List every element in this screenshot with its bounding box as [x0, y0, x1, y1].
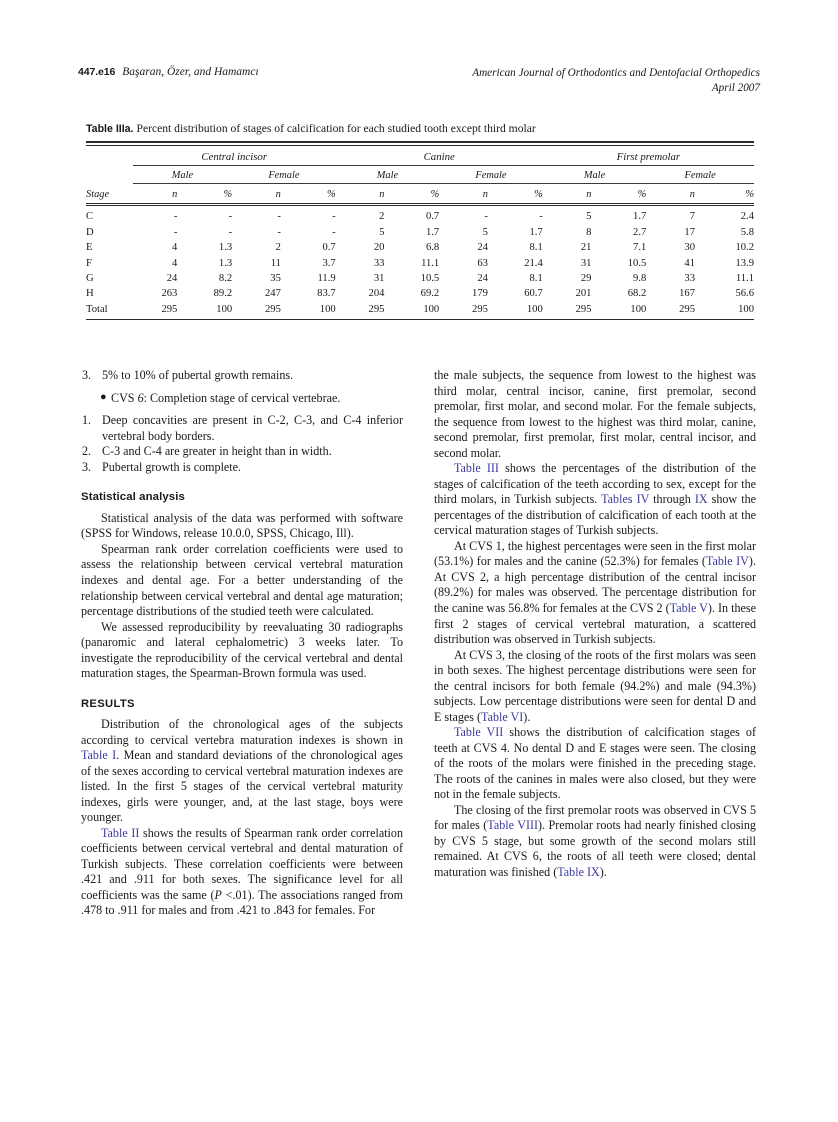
cell-percent: - [332, 226, 336, 238]
link-table-vii[interactable]: Table VII [454, 725, 504, 740]
bullet-dot-icon: ● [100, 390, 107, 403]
cell-n: 33 [373, 257, 385, 269]
column-header-pct-6: % [745, 189, 754, 201]
cvs3-text-b: ). [523, 709, 531, 724]
cell-n: 35 [270, 272, 281, 284]
cell-percent: 2.7 [633, 226, 647, 238]
table-bottom-rule [86, 319, 754, 320]
link-table-i[interactable]: Table I [81, 748, 117, 763]
paragraph-table-three [434, 461, 756, 539]
cell-n: 295 [264, 303, 281, 315]
column-header-pct-2: % [327, 189, 336, 201]
table-group-header-row [86, 146, 754, 166]
cell-percent: - [228, 226, 233, 238]
group-header-first-premolar: First premolar [543, 146, 754, 166]
column-header-pct-1: % [223, 189, 233, 201]
cell-percent: 10.5 [627, 257, 647, 269]
subgroup-fp-female: Female [646, 166, 754, 184]
cell-percent: - [228, 211, 233, 223]
cell-stage: H [86, 288, 94, 300]
cell-percent: 21.4 [524, 257, 543, 269]
running-head [78, 66, 760, 97]
subgroup-ci-female: Female [232, 166, 336, 184]
cell-n: 8 [586, 226, 592, 238]
cell-n: 4 [172, 257, 178, 269]
cell-percent: 100 [630, 303, 647, 315]
cell-n: 295 [575, 303, 592, 315]
cell-percent: 100 [216, 303, 233, 315]
cell-n: 179 [472, 288, 488, 300]
column-header-n-1: n [172, 189, 178, 201]
running-head-right [472, 66, 760, 97]
link-table-v[interactable]: Table V [669, 600, 708, 615]
link-table-viii[interactable]: Table VIII [487, 818, 539, 833]
table-column-header-row [86, 184, 754, 204]
table-label: Table IIIa. [86, 123, 134, 135]
paragraph-results-distribution [81, 717, 403, 826]
cell-percent: 100 [423, 303, 440, 315]
column-header-pct-5: % [637, 189, 647, 201]
cell-percent: 0.7 [322, 242, 336, 254]
list-marker: 3. [82, 459, 92, 474]
cell-n: 295 [161, 303, 178, 315]
cell-percent: 11.1 [421, 257, 440, 269]
cell-n: 5 [482, 226, 488, 238]
cell-percent: 8.2 [218, 272, 233, 284]
calcification-table [86, 141, 754, 319]
list-item-cvs6-3 [81, 460, 403, 476]
cell-stage: C [86, 211, 94, 223]
tbl4-text: show the percentages of the distribution of calcification of each tooth at the cervical maturation stages of Turkish subjects. [434, 492, 756, 538]
cell-percent: 8.1 [529, 242, 543, 254]
list-item-cvs6-1 [81, 413, 403, 444]
column-header-n-3: n [379, 189, 385, 201]
list-text: 5% to 10% of pubertal growth remains. [102, 368, 294, 382]
cvs1-text-b: ). At CVS 2, a high percentage distribution of the central incisor (89.2%) for males was observed. The percentage distribution for the canine was 56.8% for females at the CVS 2 ( [434, 554, 756, 615]
cell-n: 4 [172, 242, 178, 254]
table-block [86, 122, 754, 320]
column-header-n-2: n [275, 189, 281, 201]
list-item-cvs5-3 [81, 368, 403, 384]
cvs6-bullet [81, 391, 403, 407]
column-header-n-4: n [482, 189, 488, 201]
correlation-text-a: shows the results of Spearman rank order correlation coefficients between cervical vertebral and dental maturation of Turkish subjects. These correlation coefficients were between .421 and .911 for both sexes. The significance level for all coefficients was the same ( [81, 825, 403, 902]
cell-n: - [173, 211, 178, 223]
cell-n: - [173, 226, 178, 238]
list-text: Deep concavities are present in C-2, C-3, and C-4 inferior vertebral body borders. [102, 413, 403, 443]
column-header-pct-3: % [430, 189, 440, 201]
heading-statistical-analysis: Statistical analysis [81, 491, 185, 504]
paragraph-cvs5-cvs6 [434, 803, 756, 881]
issue-date: April 2007 [711, 82, 760, 95]
paragraph-reproducibility: We assessed reproducibility by reevaluating 30 radiographs (panaromic and lateral cephalometric) 3 weeks later. To investigate the reproducibility of the cervical vertebral and dental maturation stages, the Spearman-Brown formula was used. [81, 619, 403, 681]
column-header-n-5: n [586, 189, 592, 201]
subgroup-can-female: Female [439, 166, 543, 184]
link-table-iii[interactable]: Table III [454, 461, 499, 476]
table-row [86, 302, 754, 320]
running-head-left [78, 66, 259, 78]
paragraph-spss: Statistical analysis of the data was performed with software (SPSS for Windows, release 10.0.0, SPSS, Chicago, Ill). [81, 510, 403, 541]
cell-stage: Total [86, 303, 108, 315]
running-head-authors: Başaran, Özer, and Hamamcı [122, 66, 259, 78]
cell-stage: E [86, 242, 93, 254]
tbl3-text: shows the percentages of the distribution of the stages of calcification of the teeth according to sex, except for the third molars, in Turkish subjects. [434, 461, 756, 507]
cell-percent: 100 [738, 303, 754, 315]
cell-n: 29 [580, 272, 592, 284]
cell-n: 31 [373, 272, 385, 284]
table-row [86, 286, 754, 301]
cvs5-text-a: The closing of the first premolar roots was observed in CVS 5 for males ( [434, 802, 756, 833]
link-table-iv[interactable]: Table IV [705, 554, 749, 569]
table-row [86, 206, 754, 225]
cell-percent: 1.7 [529, 226, 543, 238]
cell-percent: 10.5 [420, 272, 440, 284]
through-text: through [649, 492, 695, 507]
cvs6-criteria-list [81, 413, 403, 475]
cvs1-text-a: At CVS 1, the highest percentages were seen in the first molar (53.1%) for males and the canine (52.3%) for females ( [434, 538, 756, 569]
column-header-stage: Stage [86, 189, 110, 201]
cell-percent: 100 [526, 303, 543, 315]
link-tables-iv[interactable]: Tables IV [601, 492, 650, 507]
p-value-symbol: P [214, 887, 222, 902]
paragraph-cvs4 [434, 725, 756, 803]
cell-percent: 56.6 [735, 288, 754, 300]
cell-percent: - [539, 211, 543, 223]
cell-n: 2 [379, 211, 385, 223]
list-item-cvs6-2 [81, 444, 403, 460]
cell-percent: - [332, 211, 336, 223]
table-caption [86, 122, 754, 136]
group-header-canine: Canine [336, 146, 543, 166]
cell-stage: G [86, 272, 94, 284]
cell-n: 11 [270, 257, 281, 269]
table-row [86, 225, 754, 240]
body-column-left [81, 368, 403, 919]
cvs4-text: shows the distribution of calcification stages of teeth at CVS 4. No dental D and E stages were seen. The closing of the roots of the molars were finished in the preceding stage. The roots of the canines in males were also closed, but they were not in the female subjects. [434, 725, 756, 802]
cell-percent: 69.2 [420, 288, 440, 300]
journal-title: American Journal of Orthodontics and Dentofacial Orthopedics [472, 67, 760, 79]
link-table-ix[interactable]: Table IX [557, 865, 600, 879]
cell-percent: 1.3 [218, 242, 233, 254]
list-marker: 1. [82, 413, 92, 428]
cell-n: 24 [477, 242, 488, 254]
cell-percent: 1.3 [218, 257, 233, 269]
cell-percent: 0.7 [425, 211, 440, 223]
heading-results: RESULTS [81, 697, 135, 710]
cell-n: 63 [477, 257, 488, 269]
cell-percent: 9.8 [633, 272, 647, 284]
cell-percent: 68.2 [627, 288, 647, 300]
cell-percent: 13.9 [735, 257, 754, 269]
cell-n: 24 [477, 272, 488, 284]
table-subgroup-header-row [86, 166, 754, 184]
column-header-n-6: n [689, 189, 695, 201]
paragraph-sequence: the male subjects, the sequence from lowest to the highest was third molar, central incisor, canine, first premolar, second premolar, first molar, and second molar. For the female subjects, the sequence from lowest to the highest was third molar, canine, second premolar, first premolar, first molar, central incisor, and second molar. [434, 368, 756, 460]
subgroup-can-male: Male [336, 166, 440, 184]
cell-percent: 100 [319, 303, 336, 315]
table-row [86, 271, 754, 286]
cell-n: 21 [580, 242, 592, 254]
cell-n: - [277, 211, 281, 223]
cell-n: 204 [368, 288, 385, 300]
cell-percent: 89.2 [213, 288, 233, 300]
cvs1-text-c: ). In these first 2 stages of cervical vertebral maturation, a scattered distribution was observed in Turkish subjects. [434, 600, 756, 647]
cell-percent: 8.1 [529, 272, 543, 284]
cell-n: 41 [684, 257, 695, 269]
cell-percent: 2.4 [740, 211, 754, 223]
list-marker: 3. [82, 368, 92, 382]
cell-percent: 60.7 [524, 288, 543, 300]
cell-n: 30 [684, 242, 695, 254]
list-marker: 2. [82, 444, 92, 459]
cell-percent: 5.8 [740, 226, 754, 238]
subgroup-fp-male: Male [543, 166, 647, 184]
cell-percent: 1.7 [633, 211, 647, 223]
link-table-ix-range[interactable]: IX [694, 492, 708, 507]
table-caption-text: Percent distribution of stages of calcification for each studied tooth except third molar [136, 122, 536, 135]
table-row [86, 255, 754, 270]
list-text: Pubertal growth is complete. [102, 459, 242, 474]
paragraph-cvs1-cvs2 [434, 539, 756, 648]
cvs6-number: 6 [137, 390, 144, 405]
group-header-central-incisor: Central incisor [133, 146, 336, 166]
cell-n: 295 [472, 303, 488, 315]
cell-percent: 11.9 [317, 272, 336, 284]
cvs5-remainder-list [81, 368, 403, 384]
cell-percent: 6.8 [425, 242, 440, 254]
cell-n: 2 [275, 242, 281, 254]
cell-n: 33 [684, 272, 695, 284]
cell-n: 263 [161, 288, 178, 300]
cell-n: 5 [586, 211, 592, 223]
column-header-pct-4: % [534, 189, 543, 201]
cell-n: 7 [689, 211, 695, 223]
table-row [86, 240, 754, 255]
cell-stage: F [86, 257, 92, 269]
link-table-ii[interactable]: Table II [101, 825, 140, 840]
cell-percent: 1.7 [425, 226, 440, 238]
results-text-b: . Mean and standard deviations of the chronological ages of the sexes according to cervical vertebral maturation indexes are listed. In the first 5 stages of the cervical vertebral maturity indexes, girls were younger, and, at the last stage, boys were younger. [81, 748, 403, 825]
list-text: C-3 and C-4 are greater in height than in width. [102, 444, 332, 459]
cell-n: 31 [580, 257, 592, 269]
cell-n: 5 [379, 226, 385, 238]
cell-n: 247 [264, 288, 281, 300]
subgroup-ci-male: Male [133, 166, 232, 184]
cell-n: 20 [373, 242, 385, 254]
page-folio: 447.e16 [78, 66, 116, 78]
link-table-vi[interactable]: Table VI [481, 709, 524, 724]
results-text-a: Distribution of the chronological ages of the subjects according to cervical vertebra maturation indexes is shown in [81, 717, 403, 747]
cell-n: 295 [679, 303, 695, 315]
cell-percent: 3.7 [322, 257, 336, 269]
paragraph-results-correlation [81, 826, 403, 919]
cvs3-text-a: At CVS 3, the closing of the roots of the first molars was seen in both sexes. The highest percentage distributions were seen for the central incisors for both female (94.2%) and male (94.3%) subjects. Low percentage distributions were seen for dental D and E stages ( [434, 647, 756, 724]
cell-percent: 83.7 [317, 288, 336, 300]
correlation-text-b: <.01). The associations ranged from .478 to .911 for males and from .421 to .843 for females. For [81, 887, 403, 918]
cell-n: 295 [368, 303, 385, 315]
paragraph-cvs3 [434, 648, 756, 726]
cell-n: - [277, 226, 281, 238]
cvs5-text-b: ). Premolar roots had nearly finished closing by CVS 5 stage, but some growth of the second molars still remained. At CVS 6, the roots of all teeth were closed; dental maturation was finished ( [434, 818, 756, 879]
table-body [86, 206, 754, 319]
cell-n: 17 [684, 226, 695, 238]
cell-stage: D [86, 226, 94, 238]
cell-n: 24 [166, 272, 178, 284]
cell-n: 167 [679, 288, 695, 300]
paragraph-spearman: Spearman rank order correlation coefficients were used to assess the relationship between cervical vertebral maturation indexes and dental age. For a better understanding of the relationship between cervical vertebral and dental age maturation; percentage distributions of the studied teeth were calculated. [81, 541, 403, 619]
cell-n: - [484, 211, 488, 223]
cell-percent: 7.1 [633, 242, 647, 254]
cvs6-post: : Completion stage of cervical vertebrae. [143, 390, 341, 405]
cell-percent: 10.2 [735, 242, 754, 254]
body-column-right [434, 368, 756, 881]
cvs6-pre: CVS [111, 390, 138, 405]
cell-n: 201 [575, 288, 592, 300]
cell-percent: 11.1 [735, 272, 754, 284]
cvs5-text-c: ). [599, 865, 607, 879]
